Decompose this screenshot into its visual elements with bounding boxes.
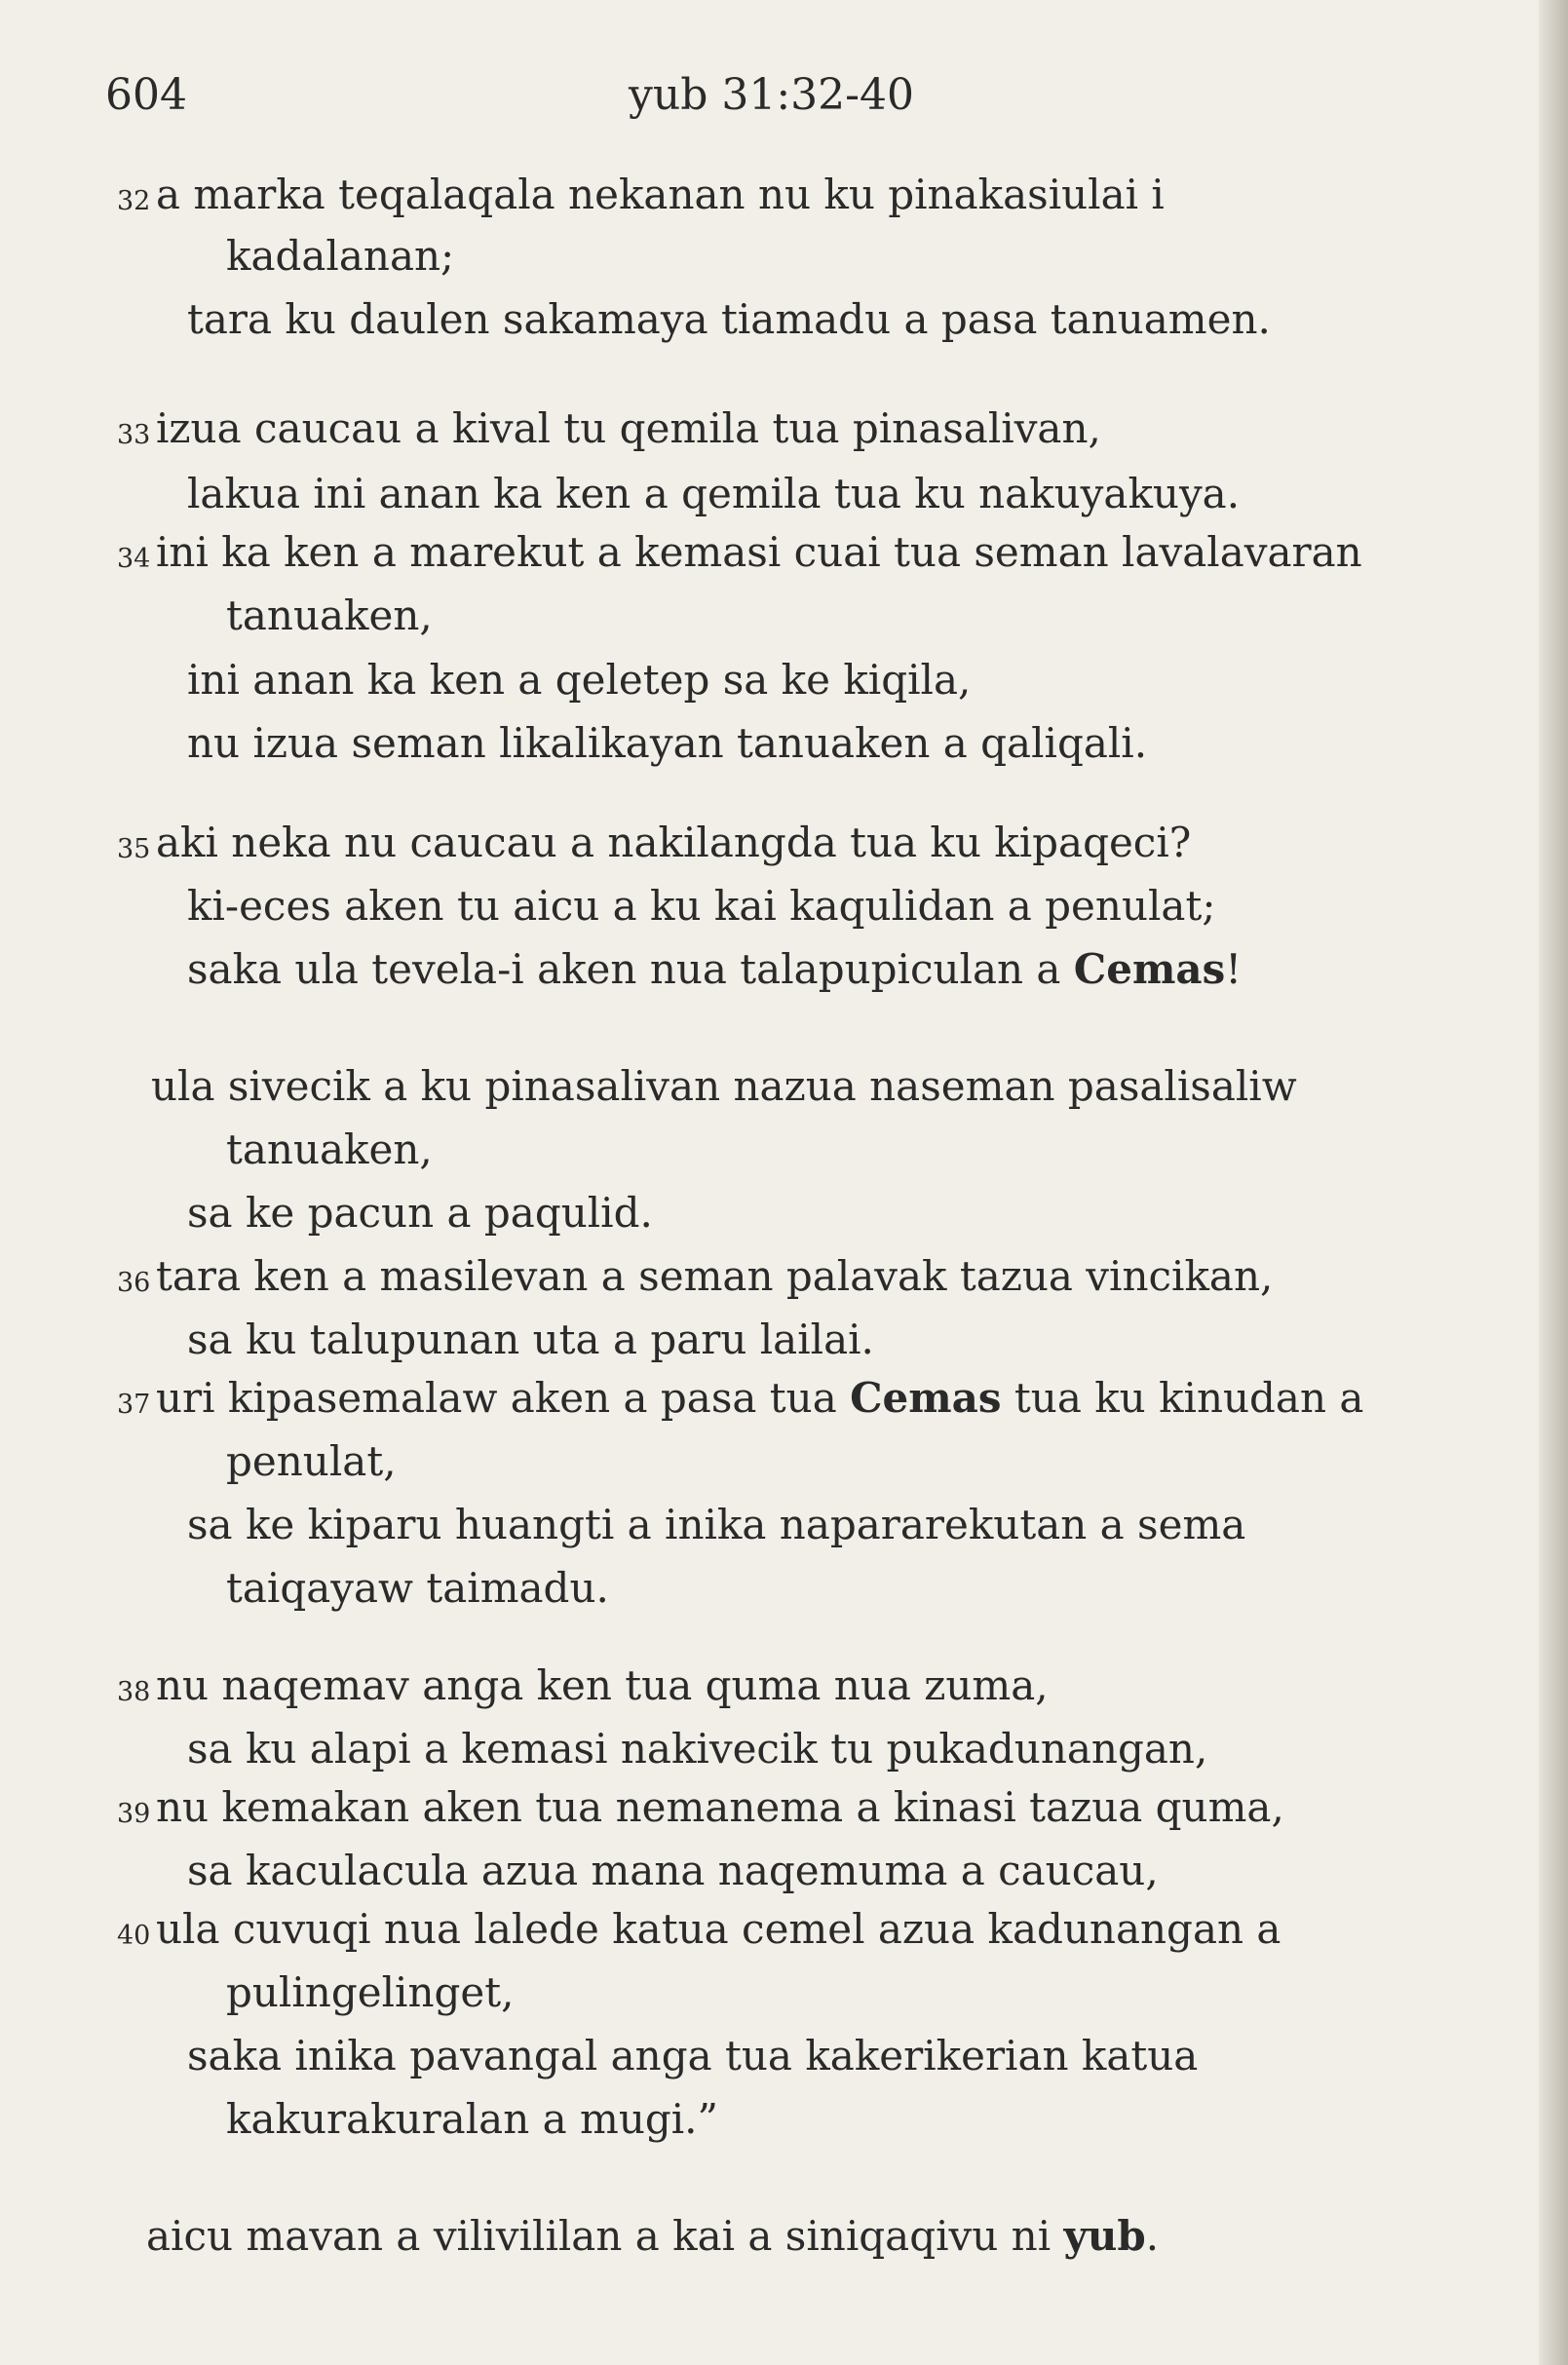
- verse-line: saka inika pavangal anga tua kakerikerian katua: [187, 2032, 1199, 2079]
- verse-line: kakurakuralan a mugi.”: [226, 2095, 719, 2143]
- verse-line: taiqayaw taimadu.: [226, 1564, 609, 1612]
- page-header: [0, 66, 1568, 125]
- verse-line: ini ka ken a marekut a kemasi cuai tua seman lavalavaran: [156, 528, 1362, 576]
- verse-line: tara ku daulen sakamaya tiamadu a pasa tanuamen.: [187, 295, 1271, 343]
- verse-line: sa kaculacula azua mana naqemuma a caucau,: [187, 1847, 1159, 1894]
- verse-line: sa ke kiparu huangti a inika napararekutan a sema: [187, 1501, 1246, 1548]
- verse-line: nu kemakan aken tua nemanema a kinasi tazua quma,: [156, 1783, 1284, 1831]
- verse-line: pulingelinget,: [226, 1968, 515, 2016]
- verse-line: saka ula tevela-i aken nua talapupiculan a Cemas!: [187, 945, 1243, 993]
- verse-line: lakua ini anan ka ken a qemila tua ku nakuyakuya.: [187, 470, 1241, 517]
- verse-number: 38: [117, 1677, 151, 1707]
- verse-line: ula sivecik a ku pinasalivan nazua naseman pasalisaliw: [151, 1062, 1297, 1110]
- verse-line: nu naqemav anga ken tua quma nua zuma,: [156, 1661, 1049, 1709]
- verse-number: 39: [117, 1799, 151, 1829]
- verse-line: tara ken a masilevan a seman palavak tazua vincikan,: [156, 1252, 1274, 1300]
- verse-line: ki-eces aken tu aicu a ku kai kaqulidan a penulat;: [187, 882, 1216, 930]
- verse-line: ini anan ka ken a qeletep sa ke kiqila,: [187, 656, 972, 704]
- verse-line: uri kipasemalaw aken a pasa tua Cemas tua ku kinudan a: [156, 1374, 1364, 1422]
- verse-line: izua caucau a kival tu qemila tua pinasalivan,: [156, 404, 1101, 452]
- closing-line: aicu mavan a vilivililan a kai a siniqaqivu ni yub.: [146, 2212, 1160, 2260]
- verse-number: 33: [117, 420, 151, 450]
- verse-line: aki neka nu caucau a nakilangda tua ku kipaqeci?: [156, 819, 1192, 866]
- verse-line: tanuaken,: [226, 591, 433, 639]
- verse-number: 32: [117, 186, 151, 216]
- page-number: 604: [105, 70, 187, 120]
- verse-number: 34: [117, 544, 151, 574]
- verse-line: a marka teqalaqala nekanan nu ku pinakasiulai i: [156, 171, 1165, 218]
- verse-line: sa ku alapi a kemasi nakivecik tu pukadunangan,: [187, 1725, 1208, 1773]
- verse-number: 35: [117, 834, 151, 864]
- verse-line: kadalanan;: [226, 232, 455, 280]
- running-head: yub 31:32-40: [629, 70, 915, 120]
- page-edge: [1539, 0, 1568, 2365]
- verse-line: tanuaken,: [226, 1125, 433, 1173]
- verse-number: 40: [117, 1921, 151, 1951]
- verse-line: sa ke pacun a paqulid.: [187, 1189, 653, 1237]
- verse-number: 37: [117, 1390, 151, 1420]
- verse-line: penulat,: [226, 1437, 397, 1485]
- verse-number: 36: [117, 1268, 151, 1298]
- verse-line: nu izua seman likalikayan tanuaken a qaliqali.: [187, 719, 1148, 767]
- verse-line: ula cuvuqi nua lalede katua cemel azua kadunangan a: [156, 1905, 1281, 1953]
- verse-line: sa ku talupunan uta a paru lailai.: [187, 1316, 874, 1363]
